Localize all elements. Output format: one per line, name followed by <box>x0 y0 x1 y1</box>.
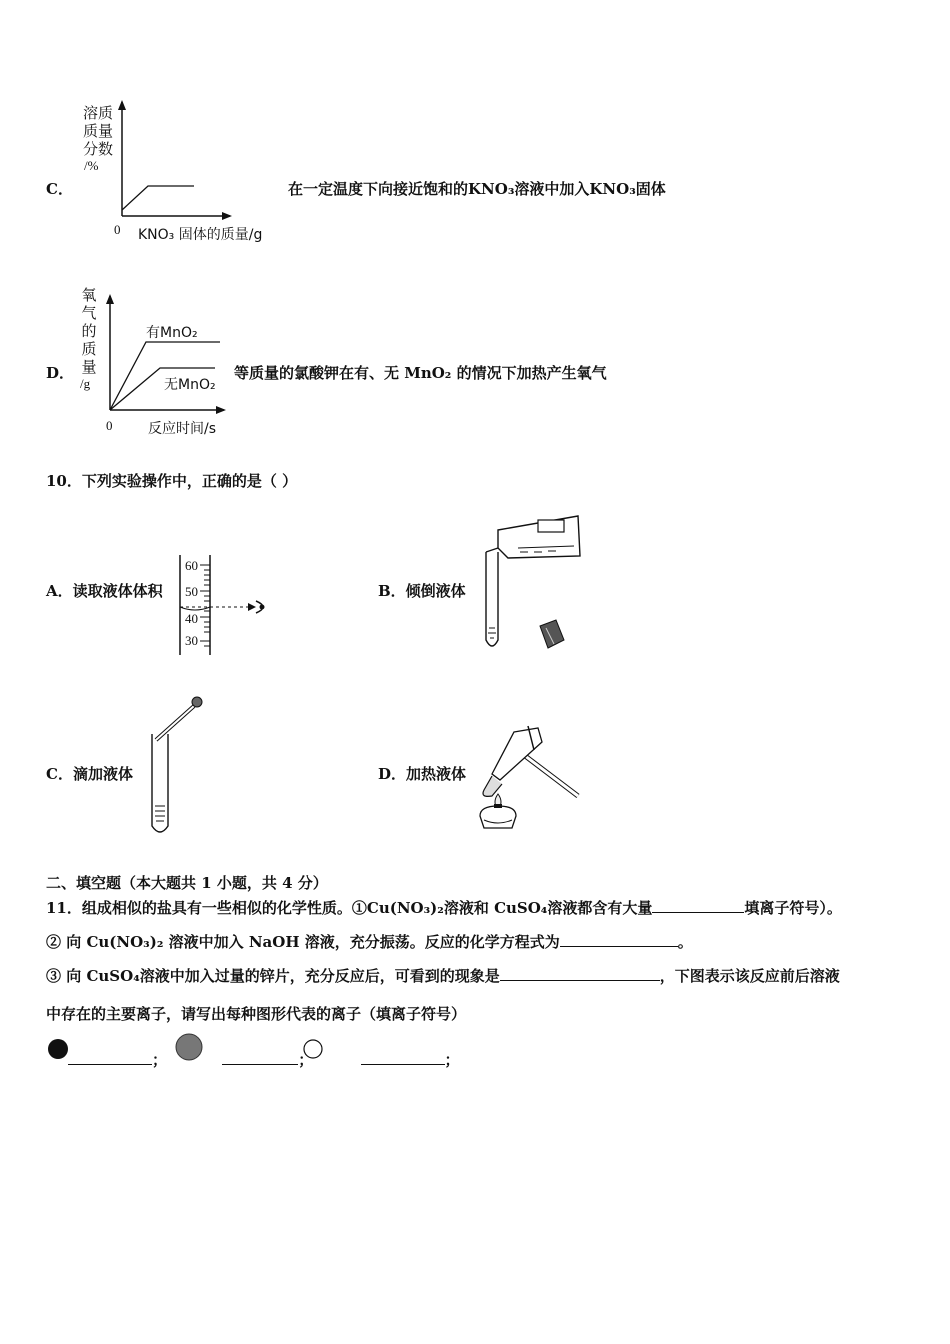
q11-line-2: ② 向 Cu(NO₃)₂ 溶液中加入 NaOH 溶液，充分振荡。反应的化学方程式为 。 <box>46 933 693 951</box>
section-2-title: 二、填空题（本大题共 1 小题，共 4 分） <box>46 874 328 892</box>
q10-option-b: B．倾倒液体 <box>378 582 466 600</box>
heating-liquid-diagram <box>470 720 585 838</box>
alcohol-lamp-icon <box>480 806 516 828</box>
blank-equation[interactable] <box>560 932 678 947</box>
option-c-label: C． <box>46 180 73 198</box>
blank-gray-ion[interactable] <box>222 1050 298 1065</box>
chart-d <box>100 290 235 415</box>
pouring-liquid-diagram <box>478 512 598 657</box>
chart-c-y-axis-label: 溶质 质量 分数 /% <box>82 104 113 173</box>
chart-d-x-label: 反应时间/s <box>148 421 217 437</box>
chart-c-origin: 0 <box>114 222 121 237</box>
q10-option-d: D．加热液体 <box>378 765 467 783</box>
chart-d-origin: 0 <box>106 418 113 433</box>
chart-d-line2-label: 无MnO₂ <box>164 377 216 393</box>
blank-white-ion[interactable] <box>361 1050 445 1065</box>
blank-black-ion[interactable] <box>68 1050 152 1065</box>
black-circle-icon <box>48 1039 68 1059</box>
question-10-title: 10．下列实验操作中，正确的是（ ） <box>46 472 298 490</box>
q11-line-1: 11．组成相似的盐具有一些相似的化学性质。①Cu(NO₃)₂溶液和 CuSO₄溶液都含有大量 填离子符号）。 <box>46 899 842 917</box>
chart-d-y-axis-label: 氧 气 的 质 量 /g <box>80 286 97 391</box>
blank-ion-symbol[interactable] <box>652 898 744 913</box>
dropping-liquid-diagram <box>146 694 216 839</box>
cylinder-tick-40: 40 <box>185 611 198 626</box>
q10-option-a: A．读取液体体积 <box>46 582 163 600</box>
blank-phenomenon[interactable] <box>500 966 660 981</box>
option-c-description: 在一定温度下向接近饱和的KNO₃溶液中加入KNO₃固体 <box>288 180 666 198</box>
chart-c-x-label: KNO₃ 固体的质量/g <box>138 227 263 243</box>
q10-option-c: C．滴加液体 <box>46 765 133 783</box>
option-d-description: 等质量的氯酸钾在有、无 MnO₂ 的情况下加热产生氧气 <box>234 364 607 382</box>
ion-blank-row: ； ； ； <box>68 1049 460 1070</box>
option-d-label: D． <box>46 364 75 382</box>
cylinder-tick-30: 30 <box>185 633 198 648</box>
chart-d-line1-label: 有MnO₂ <box>146 325 198 341</box>
dropper-bulb-icon <box>192 697 202 707</box>
q11-line-4: 中存在的主要离子，请写出每种图形代表的离子（填离子符号） <box>46 1005 467 1023</box>
chart-c-curve <box>122 186 194 210</box>
cylinder-tick-50: 50 <box>185 584 198 599</box>
stopper-icon <box>540 620 564 648</box>
q11-line-3: ③ 向 CuSO₄溶液中加入过量的锌片，充分反应后，可看到的现象是 ，下图表示该反应前后溶液 <box>46 967 840 985</box>
chart-c <box>110 98 240 223</box>
cylinder-tick-60: 60 <box>185 558 198 573</box>
